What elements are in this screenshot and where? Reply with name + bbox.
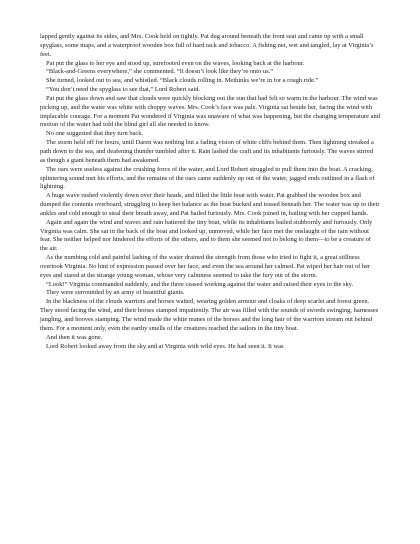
paragraph-11: Again and again the wind and waves and rain battered the tiny boat, while its inhabitants bailed stubbornly and furiously. Only Virginia was calm. She sat in the back of the boat and looked up, unmoved, while her face met the onslaught of the rain without fear. She neither helped nor hindered the efforts of the others, and to them she seemed not to belong to them—to be a creature of the air. [40,218,373,253]
paragraph-16: And then it was gone. [46,333,103,341]
paragraph-2: Pat put the glass to her eye and stood up, surefooted even on the waves, looking back at the harbour. [46,59,305,67]
paragraph-3: “Black-and-Greens everywhere,” she commented. “It doesn’t look like they’re onto us.” [46,68,274,76]
paragraph-7: No one suggested that they turn back. [46,130,144,138]
paragraph-13: “Look!” Virginia commanded suddenly, and the three ceased working against the water and raised their eyes to the sky. [46,280,354,288]
paragraph-14: They were surrounded by an army of beautiful giants. [46,289,185,297]
paragraph-15: In the blackness of the clouds warriors and horses waited, wearing golden armour and cloaks of deep scarlet and forest green. They stood facing the wind, and their horses stamped impatiently. The air was filled with the sounds of swords swinging, harnesses jangling, and hooves stamping. The wind made the white manes of the horses and the long hair of the warriors stream out behind them. For a moment only, even the earthy smells of the creatures reached the sailors in the tiny boat. [40,298,379,332]
book-page [40,33,380,351]
paragraph-9: The oars were useless against the crushing force of the water, and Lord Robert struggled to pull them into the boat. A cracking, splintering sound met his efforts, and the remains of the oars came suddenly up out of the water, jagged ends outlined in a flash of lightning. [40,165,375,191]
paragraph-17: Lord Robert looked away from the sky and at Virginia with wild eyes. He had seen it. It was [46,342,284,350]
paragraph-4: She turned, looked out to sea, and whistled. “Black clouds rolling in. Methinks we’re in for a rough ride.” [46,77,319,85]
paragraph-8: The storm held off for hours, until Daren was nothing but a fading vision of white cliffs behind them. Then lightning streaked a path down to the sea, and deafening thunder tumbled after it. Rain lashed the craft and its inhabitants furiously. The waves stirred as though a giant beneath them had awakened. [40,139,374,164]
paragraph-5: “You don’t need the spyglass to see that,” Lord Robert said. [46,86,201,94]
paragraph-10: A huge wave rushed violently down over their heads, and filled the little boat with water. Pat grabbed the wooden box and dumped the contents overboard, struggling to keep her balance as the boat bucked and tossed beneath her. The water was up to their ankles and cold enough to steal their breath away, and Pat bailed furiously. Mrs. Cook joined in, bailing with her cupped hands. [40,192,380,217]
paragraph-12: As the numbing cold and painful lashing of the water drained the strength from those who tried to fight it, a great stillness overtook Virginia. No hint of expression passed over her face, and even the sea around her calmed. Pat wiped her hair out of her eyes and stared at the strange young woman, whose very calmness seemed to take the fury out of the storm. [40,254,371,279]
paragraph-6: Pat put the glass down and saw that clouds were quickly blocking out the sun that had felt so warm in the harbour. The wind was picking up, and the water was white with choppy waves. Mrs. Cook’s face was pale. Virginia sat beside her, facing the wind with implacable courage. For a moment Pat wondered if Virginia was unaware of what was happening, but the changing temperature and motion of the water had told the blind girl all she needed to know. [40,94,380,129]
paragraph-1: lapped gently against its sides, and Mrs. Cook held on tightly. Pat dug around beneath the front seat and came up with a small spyglass, some maps, and a waterproof wooden box full of hard tack and tobacco. A fishing net, wet and tangled, lay at Virginia’s feet. [40,33,374,58]
